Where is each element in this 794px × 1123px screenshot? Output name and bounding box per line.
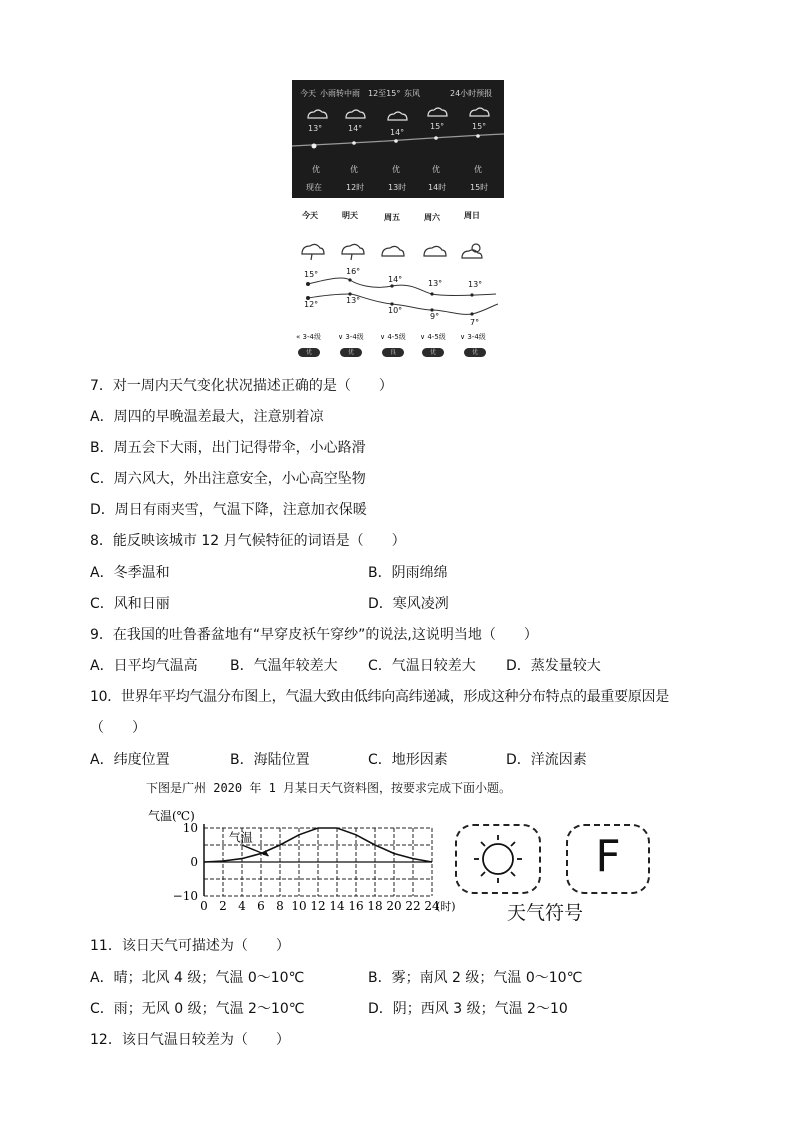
- hour-aqi: 优: [312, 165, 320, 174]
- cloud-rain-icon: [308, 110, 327, 118]
- aqi-badge: 优: [464, 348, 486, 357]
- option-d: D．周日有雨夹雪，气温下降，注意加衣保暖: [90, 502, 367, 518]
- x-axis-label: (时): [436, 900, 456, 913]
- sun-icon: [457, 826, 539, 892]
- panel-header-today: 今天: [300, 89, 316, 98]
- x-tick-label: 22: [405, 899, 421, 913]
- question-7: 7．对一周内天气变化状况描述正确的是（ ）: [90, 378, 393, 394]
- question-12: 12．该日气温日较差为（ ）: [90, 1032, 290, 1048]
- hour-aqi: 优: [474, 165, 482, 174]
- cloud-rain-icon: [302, 244, 324, 260]
- option-b: B．海陆位置: [230, 752, 310, 768]
- day-low: 7°: [470, 318, 480, 327]
- option-c: C．地形因素: [368, 752, 448, 768]
- question-10: 10．世界年平均气温分布图上，气温大致由低纬向高纬递减，形成这种分布特点的最重要原因是: [90, 689, 669, 705]
- x-tick-label: 24: [424, 899, 440, 913]
- option-a: A．日平均气温高: [90, 658, 198, 674]
- option-b: B．气温年较差大: [230, 658, 338, 674]
- aqi-badge: 优: [340, 348, 362, 357]
- x-tick-label: 12: [310, 899, 326, 913]
- x-tick-label: 2: [219, 899, 227, 913]
- option-d: D．洋流因素: [506, 752, 587, 768]
- hour-aqi: 优: [392, 165, 400, 174]
- partly-cloudy-icon: [462, 244, 482, 258]
- panel-header-weather: 小雨转中雨: [320, 89, 360, 98]
- option-c: C．风和日丽: [90, 596, 170, 612]
- option-a: A．晴；北风 4 级；气温 0～10℃: [90, 970, 305, 986]
- y-tick-label: 10: [182, 821, 198, 835]
- option-d: D．寒风凌冽: [368, 596, 449, 612]
- option-a: A．冬季温和: [90, 565, 170, 581]
- symbol-letter: F: [595, 831, 621, 882]
- hourly-forecast-panel: [292, 80, 504, 198]
- x-tick-label: 14: [329, 899, 345, 913]
- option-c: C．雨；无风 0 级；气温 2～10℃: [90, 1001, 305, 1017]
- cloud-rain-icon: [470, 108, 489, 116]
- day-label: 今天: [302, 211, 318, 220]
- weekly-forecast-panel: [292, 206, 504, 362]
- day-low: 10°: [388, 306, 403, 315]
- option-b: B．周五会下大雨，出门记得带伞，小心路滑: [90, 440, 366, 456]
- hour-time: 现在: [306, 183, 322, 192]
- option-a: A．周四的早晚温差最大，注意别着凉: [90, 409, 324, 425]
- y-axis-label: 气温(℃): [148, 809, 195, 823]
- aqi-badge: 优: [422, 348, 444, 357]
- day-high: 16°: [346, 267, 361, 276]
- y-tick-label: −10: [172, 889, 198, 903]
- day-label: 周五: [384, 213, 400, 222]
- cloud-icon: [382, 246, 404, 256]
- option-c: C．周六风大，外出注意安全，小心高空坠物: [90, 471, 366, 487]
- cloud-rain-icon: [342, 244, 364, 260]
- hour-time: 13时: [388, 183, 407, 192]
- question-8: 8．能反映该城市 12 月气候特征的词语是（ ）: [90, 533, 406, 549]
- day-low: 9°: [430, 312, 440, 321]
- day-wind: ∨ 3-4级: [460, 333, 486, 341]
- x-tick-label: 10: [291, 899, 307, 913]
- wind-symbol-box: [566, 824, 650, 894]
- hour-time: 12时: [346, 183, 365, 192]
- day-label: 明天: [342, 211, 358, 220]
- day-wind: ∨ 4-5级: [420, 333, 446, 341]
- x-tick-label: 18: [367, 899, 383, 913]
- temperature-chart: [146, 806, 456, 916]
- x-tick-label: 0: [200, 899, 208, 913]
- option-d: D．蒸发量较大: [506, 658, 601, 674]
- hour-aqi: 优: [432, 165, 440, 174]
- option-a: A．纬度位置: [90, 752, 170, 768]
- hour-temp: 15°: [430, 122, 445, 131]
- day-wind: ∨ 4-5级: [380, 333, 406, 341]
- hour-temp: 14°: [390, 128, 405, 137]
- hour-temp: 14°: [348, 124, 363, 133]
- sun-symbol-box: [455, 824, 541, 894]
- cloud-rain-icon: [428, 108, 447, 116]
- x-tick-label: 20: [386, 899, 402, 913]
- day-high: 15°: [304, 270, 319, 279]
- day-high: 13°: [468, 280, 483, 289]
- option-b: B．雾；南风 2 级；气温 0～10℃: [368, 970, 583, 986]
- day-wind: « 3-4级: [296, 333, 321, 341]
- x-tick-label: 6: [257, 899, 265, 913]
- day-label: 周六: [424, 213, 440, 222]
- option-c: C．气温日较差大: [368, 658, 476, 674]
- day-wind: ∨ 3-4级: [338, 333, 364, 341]
- option-b: B．阴雨绵绵: [368, 565, 448, 581]
- cloud-icon: [424, 246, 446, 256]
- day-label: 周日: [464, 211, 480, 220]
- panel-header-temp: 12至15°: [368, 89, 401, 98]
- hour-time: 15时: [470, 183, 489, 192]
- question-9: 9．在我国的吐鲁番盆地有“早穿皮袄午穿纱”的说法,这说明当地（ ）: [90, 627, 538, 643]
- day-low: 12°: [304, 300, 319, 309]
- day-high: 14°: [388, 275, 403, 284]
- x-tick-label: 4: [238, 899, 246, 913]
- hour-aqi: 优: [350, 165, 358, 174]
- symbols-caption: 天气符号: [507, 902, 584, 924]
- hour-temp: 15°: [472, 122, 487, 131]
- question-11: 11．该日天气可描述为（ ）: [90, 938, 290, 954]
- y-tick-label: 0: [190, 855, 198, 869]
- day-low: 13°: [346, 296, 361, 305]
- aqi-badge: 良: [382, 348, 404, 357]
- day-high: 13°: [428, 279, 443, 288]
- hour-time: 14时: [428, 183, 447, 192]
- x-tick-label: 8: [276, 899, 284, 913]
- series-label: 气温: [228, 830, 253, 845]
- x-tick-label: 16: [348, 899, 364, 913]
- panel-header-forecast: 24小时预报: [450, 89, 493, 98]
- aqi-badge: 优: [298, 348, 320, 357]
- hour-temp: 13°: [308, 124, 323, 133]
- panel-header-wind: 东风: [404, 89, 420, 98]
- cloud-rain-icon: [388, 112, 407, 120]
- question-10-paren: （ ）: [90, 720, 146, 736]
- hourly-icons-and-line: [292, 80, 504, 198]
- option-d: D．阴；西风 3 级；气温 2～10: [368, 1001, 568, 1017]
- figure-intro: 下图是广州 2020 年 1 月某日天气资料图，按要求完成下面小题。: [146, 781, 512, 795]
- cloud-rain-icon: [346, 110, 365, 118]
